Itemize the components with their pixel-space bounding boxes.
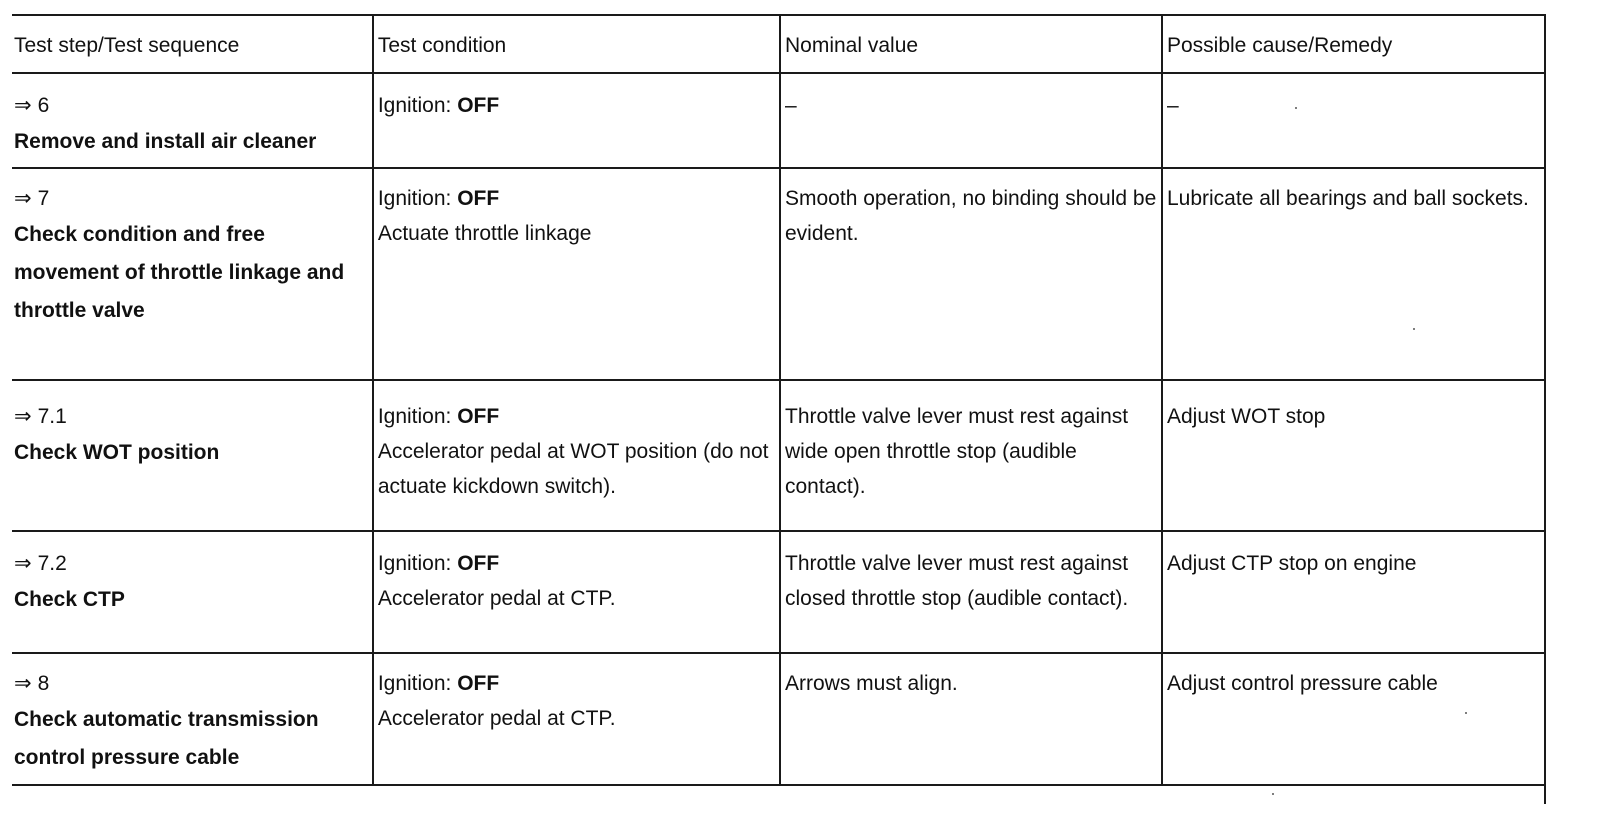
condition-cell xyxy=(373,380,780,531)
ignition-state: OFF xyxy=(457,187,500,210)
table-header-row xyxy=(12,15,1544,73)
step-number: 6 xyxy=(37,94,50,117)
ignition-state: OFF xyxy=(457,672,500,695)
condition-cell xyxy=(373,653,780,785)
table-row xyxy=(12,380,1544,531)
step-title: Check CTP xyxy=(14,588,125,611)
step-reference xyxy=(14,666,372,701)
step-cell xyxy=(12,653,373,785)
condition-text: Accelerator pedal at WOT position (do not actuate kickdown switch). xyxy=(377,440,769,498)
step-reference xyxy=(14,546,372,581)
step-number: 7 xyxy=(37,187,50,210)
table-row xyxy=(12,168,1544,380)
ignition-line xyxy=(378,88,779,123)
step-cell xyxy=(12,73,373,168)
condition-cell xyxy=(373,531,780,653)
table-row xyxy=(12,531,1544,653)
remedy-cell: Adjust WOT stop xyxy=(1162,380,1544,531)
remedy-cell: Lubricate all bearings and ball sockets. xyxy=(1162,168,1544,380)
scan-speck xyxy=(1272,793,1274,795)
double-right-arrow-icon: ⇒ xyxy=(14,672,32,695)
condition-cell xyxy=(373,168,780,380)
table-row xyxy=(12,653,1544,785)
step-cell xyxy=(12,380,373,531)
condition-text: Accelerator pedal at CTP. xyxy=(377,587,616,610)
double-right-arrow-icon: ⇒ xyxy=(14,94,32,117)
ignition-line xyxy=(378,666,779,701)
double-right-arrow-icon: ⇒ xyxy=(14,187,32,210)
remedy-cell: – xyxy=(1162,73,1544,168)
right-border-rule xyxy=(1544,14,1546,804)
step-title: Check WOT position xyxy=(14,441,220,464)
remedy-cell: Adjust CTP stop on engine xyxy=(1162,531,1544,653)
test-procedure-table xyxy=(12,14,1544,786)
header-test-condition: Test condition xyxy=(373,15,780,73)
step-cell xyxy=(12,531,373,653)
ignition-label: Ignition: xyxy=(377,405,452,428)
scan-speck xyxy=(1465,712,1467,714)
header-nominal-value: Nominal value xyxy=(780,15,1162,73)
ignition-state: OFF xyxy=(457,552,500,575)
step-number: 7.2 xyxy=(37,552,67,575)
step-reference xyxy=(14,88,372,123)
step-reference xyxy=(14,181,372,216)
ignition-line xyxy=(378,181,779,216)
ignition-label: Ignition: xyxy=(377,672,452,695)
nominal-cell: Arrows must align. xyxy=(780,653,1162,785)
header-remedy: Possible cause/Remedy xyxy=(1162,15,1544,73)
step-number: 8 xyxy=(37,672,50,695)
nominal-cell: Throttle valve lever must rest against wide open throttle stop (audible contact). xyxy=(780,380,1162,531)
double-right-arrow-icon: ⇒ xyxy=(14,405,32,428)
nominal-cell: Throttle valve lever must rest against closed throttle stop (audible contact). xyxy=(780,531,1162,653)
nominal-cell: – xyxy=(780,73,1162,168)
step-title: Check automatic transmission control pressure cable xyxy=(14,708,319,769)
ignition-line xyxy=(378,546,779,581)
ignition-line xyxy=(378,399,779,434)
condition-text: Accelerator pedal at CTP. xyxy=(377,707,616,730)
ignition-state: OFF xyxy=(457,405,500,428)
ignition-label: Ignition: xyxy=(377,94,452,117)
ignition-label: Ignition: xyxy=(377,187,452,210)
scan-speck xyxy=(1295,107,1297,109)
step-title: Remove and install air cleaner xyxy=(14,130,317,153)
header-test-step: Test step/Test sequence xyxy=(12,15,373,73)
step-number: 7.1 xyxy=(37,405,67,428)
condition-text: Actuate throttle linkage xyxy=(377,222,592,245)
step-cell xyxy=(12,168,373,380)
double-right-arrow-icon: ⇒ xyxy=(14,552,32,575)
scan-speck xyxy=(1413,328,1415,330)
condition-cell xyxy=(373,73,780,168)
step-title: Check condition and free movement of throttle linkage and throttle valve xyxy=(14,223,345,322)
step-reference xyxy=(14,399,372,434)
nominal-cell: Smooth operation, no binding should be evident. xyxy=(780,168,1162,380)
table-row xyxy=(12,73,1544,168)
ignition-label: Ignition: xyxy=(377,552,452,575)
test-procedure-document xyxy=(12,14,1586,822)
ignition-state: OFF xyxy=(457,94,500,117)
remedy-cell: Adjust control pressure cable xyxy=(1162,653,1544,785)
